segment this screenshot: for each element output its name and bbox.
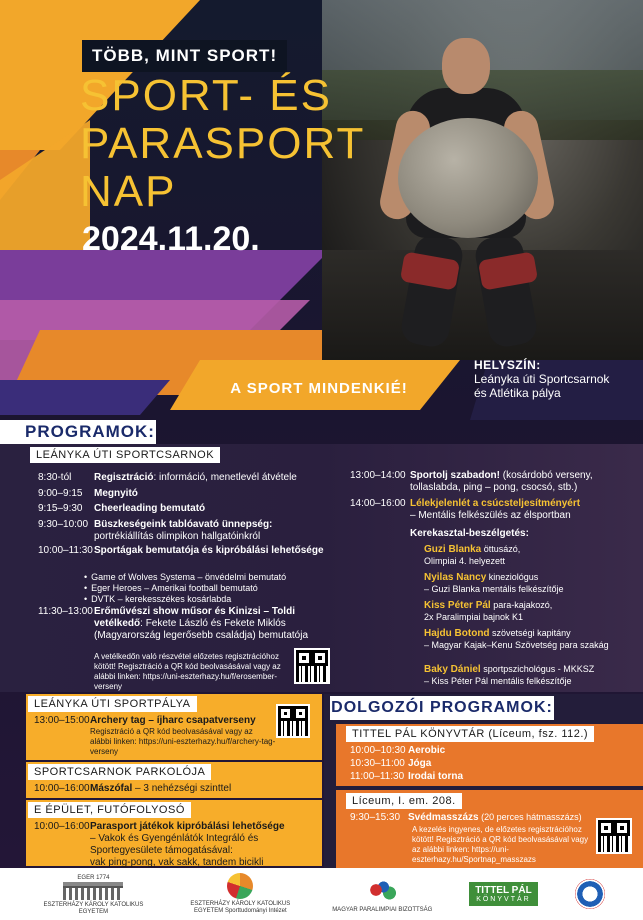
panelist-name: Guzi Blanka <box>424 544 482 555</box>
event-date: 2024.11.20. <box>82 220 260 258</box>
program-title: Mászófal <box>90 783 133 794</box>
panelist-role: – Kiss Péter Pál mentális felkészítője <box>424 676 572 686</box>
paralympic-icon <box>367 875 397 905</box>
program-time: 9:30–10:00 <box>38 519 89 530</box>
university-logo <box>38 873 148 916</box>
program-detail: vak ping-pong, vak sakk, tandem bicikli <box>90 857 264 868</box>
registration-note: Regisztráció a QR kód beolvasásával vagy az alábbi linken: https://uni-eszterhazy.hu/f/archery-tag-verseny <box>90 727 276 756</box>
panelist-role: kineziológus <box>486 572 539 582</box>
program-title: Sportolj szabadon! <box>410 470 500 481</box>
library-name: TITTEL PÁL <box>475 885 532 896</box>
athlete-head <box>442 38 490 94</box>
staff-programs-header: DOLGOZÓI PROGRAMOK: <box>330 696 554 720</box>
health-cross-icon <box>575 879 605 909</box>
program-detail: – Vakok és Gyengénlátók Integráló és <box>90 833 259 844</box>
building-icon <box>63 882 123 900</box>
event-title-line: NAP <box>80 167 177 216</box>
logo-caption: ESZTERHÁZY KÁROLY KATOLIKUS EGYETEM Sporttudományi Intézet <box>190 901 291 914</box>
location <box>474 358 639 400</box>
qr-code[interactable] <box>294 648 330 684</box>
program-time: 13:00–15:00 <box>34 715 90 726</box>
event-title-line: PARASPORT <box>80 119 366 168</box>
panelist <box>424 628 634 651</box>
program-title: Megnyitó <box>94 488 138 499</box>
panelist-role: Olimpiai 4. helyezett <box>424 556 506 566</box>
panelist-name: Baky Dániel <box>424 664 481 675</box>
program-detail: portrékiállítás olimpikon hallgatóinkról <box>94 531 261 542</box>
panelist <box>424 572 634 595</box>
program-title: Lélekjelenlét a csúcsteljesítményért <box>410 498 581 509</box>
panelist-role: sportpszichológus - MKKSZ <box>480 664 595 674</box>
program-time: 9:30–15:30 <box>350 812 401 823</box>
program-title: Parasport játékok kipróbálási lehetősége <box>90 821 285 832</box>
program-title: Svédmasszázs <box>408 812 479 823</box>
program-title: Aerobic <box>408 745 446 756</box>
section-label: SPORTCSARNOK PARKOLÓJA <box>28 764 211 780</box>
program-time: 11:00–11:30 <box>350 771 405 782</box>
program-detail: – Mentális felkészülés az élsportban <box>410 510 571 521</box>
panelist-role: szövetségi kapitány <box>489 628 571 638</box>
bullet-item: • Eger Heroes – Amerikai football bemutató <box>84 583 334 594</box>
program-desc <box>410 470 634 494</box>
hero-tagline: TÖBB, MINT SPORT! <box>82 40 287 72</box>
panelist-role: para-kajakozó, <box>490 600 553 610</box>
registration-note: A vetélkedőn való részvétel előzetes regisztrációhoz kötött! Regisztráció a QR kód beolvasásával vagy az alábbi linken: https://uni-eszterhazy.hu/f/erosember-verseny <box>94 652 281 691</box>
panelist <box>424 600 634 623</box>
program-time: 8:30-tól <box>38 472 72 483</box>
program-desc <box>90 821 320 869</box>
panelist-name: Nyilas Nancy <box>424 572 487 583</box>
program-time: 11:30–13:00 <box>38 606 93 617</box>
slogan: A SPORT MINDENKIÉ! <box>230 379 408 397</box>
panelist <box>424 664 634 687</box>
logo-caption: ESZTERHÁZY KÁROLY KATOLIKUS EGYETEM <box>43 901 144 915</box>
section-label: TITTEL PÁL KÖNYVTÁR (Líceum, fsz. 112.) <box>346 726 594 742</box>
library-sub: KÖNYVTÁR <box>476 896 531 903</box>
event-title <box>80 72 365 216</box>
program-detail: Sportegyesülete támogatásával: <box>90 845 233 856</box>
program-title: Archery tag – íjharc csapatverseny <box>90 715 256 726</box>
program-time: 10:30–11:00 <box>350 758 405 769</box>
panelist-name: Hajdu Botond <box>424 628 490 639</box>
panelist-role: – Guzi Blanka mentális felkészítője <box>424 584 564 594</box>
qr-pattern <box>278 706 308 736</box>
program-desc <box>408 812 582 824</box>
program-detail: (20 perces hátmasszázs) <box>478 812 582 822</box>
qr-code[interactable] <box>276 704 310 738</box>
institute-mark-icon <box>227 873 253 899</box>
sport-institute-logo <box>185 873 295 915</box>
health-logo <box>575 879 605 909</box>
atlas-stone <box>398 118 538 238</box>
program-title: Cheerleading bemutató <box>94 503 206 514</box>
section-label: Líceum, I. em. 208. <box>346 793 462 809</box>
program-time: 10:00–16:00 <box>34 783 90 794</box>
program-desc <box>410 498 634 522</box>
program-title: Erőművészi show műsor és Kinizsi – Toldi vetélkedő <box>94 606 295 629</box>
event-title-line: SPORT- ÉS <box>80 71 332 120</box>
program-time: 10:00–11:30 <box>38 545 93 556</box>
location-line: Leányka úti Sportcsarnok <box>474 372 610 386</box>
logo-caption: EGER 1774 <box>77 874 110 881</box>
program-time: 10:00–10:30 <box>350 745 406 756</box>
program-time: 9:00–9:15 <box>38 488 83 499</box>
program-time: 9:15–9:30 <box>38 503 83 514</box>
bullet-item: • DVTK – kerekesszékes kosárlabda <box>84 594 334 605</box>
program-title: Büszkeségeink tablóavató ünnepség: <box>94 519 273 530</box>
bullet-list <box>84 572 334 605</box>
program-detail: (kosárdobó verseny, tollaslabda, ping – pong, csocsó, stb.) <box>410 470 593 493</box>
library-logo <box>469 882 537 906</box>
qr-pattern <box>598 820 630 852</box>
panelist <box>424 544 634 567</box>
header-bar <box>0 420 24 444</box>
panelist-role: öttusázó, <box>481 544 521 554</box>
qr-code[interactable] <box>596 818 632 854</box>
panel-title: Kerekasztal-beszélgetés: <box>410 528 529 539</box>
registration-note: A kezelés ingyenes, de előzetes regisztrációhoz kötött! Regisztráció a QR kód beolvasásával vagy az alábbi linken: https://uni-eszterhazy.hu/Sportnap_masszazs <box>412 825 589 864</box>
program-desc <box>94 472 297 484</box>
section-label: LEÁNYKA ÚTI SPORTCSARNOK <box>30 447 220 463</box>
panelist-role: – Magyar Kajak–Kenu Szövetség para szakág <box>424 640 609 650</box>
program-detail: : Fekete László és Fekete Miklós (Magyarország legerősebb családja) bemutatója <box>94 618 309 641</box>
program-title: Sportágak bemutatója és kipróbálási lehetősége <box>94 545 324 556</box>
logo-caption: MAGYAR PARALIMPIAI BIZOTTSÁG <box>332 906 433 913</box>
program-desc <box>94 519 328 543</box>
section-label: E ÉPÜLET, FUTÓFOLYOSÓ <box>28 802 191 818</box>
bullet-item: • Game of Wolves Systema – önvédelmi bemutató <box>84 572 334 583</box>
qr-pattern <box>296 650 328 682</box>
program-title: Irodai torna <box>408 771 464 782</box>
program-detail: : információ, menetlevél átvétele <box>153 472 297 483</box>
location-line: és Atlétika pálya <box>474 386 561 400</box>
panelist-role: 2x Paralimpiai bajnok K1 <box>424 612 524 622</box>
program-time: 10:00–16:00 <box>34 821 90 832</box>
program-desc <box>90 783 231 795</box>
program-detail: – 3 nehézségi szinttel <box>132 783 232 794</box>
program-title: Regisztráció <box>94 472 154 483</box>
location-title: HELYSZÍN: <box>474 358 541 372</box>
program-title: Jóga <box>408 758 432 769</box>
hero-photo <box>322 0 643 360</box>
panelist-name: Kiss Péter Pál <box>424 600 491 611</box>
program-desc <box>94 606 326 642</box>
section-label: LEÁNYKA ÚTI SPORTPÁLYA <box>28 696 197 712</box>
programs-header: PROGRAMOK: <box>24 420 156 444</box>
footer-logos <box>0 868 643 920</box>
program-time: 13:00–14:00 <box>350 470 406 481</box>
program-time: 14:00–16:00 <box>350 498 406 509</box>
paralympic-logo <box>332 875 432 914</box>
